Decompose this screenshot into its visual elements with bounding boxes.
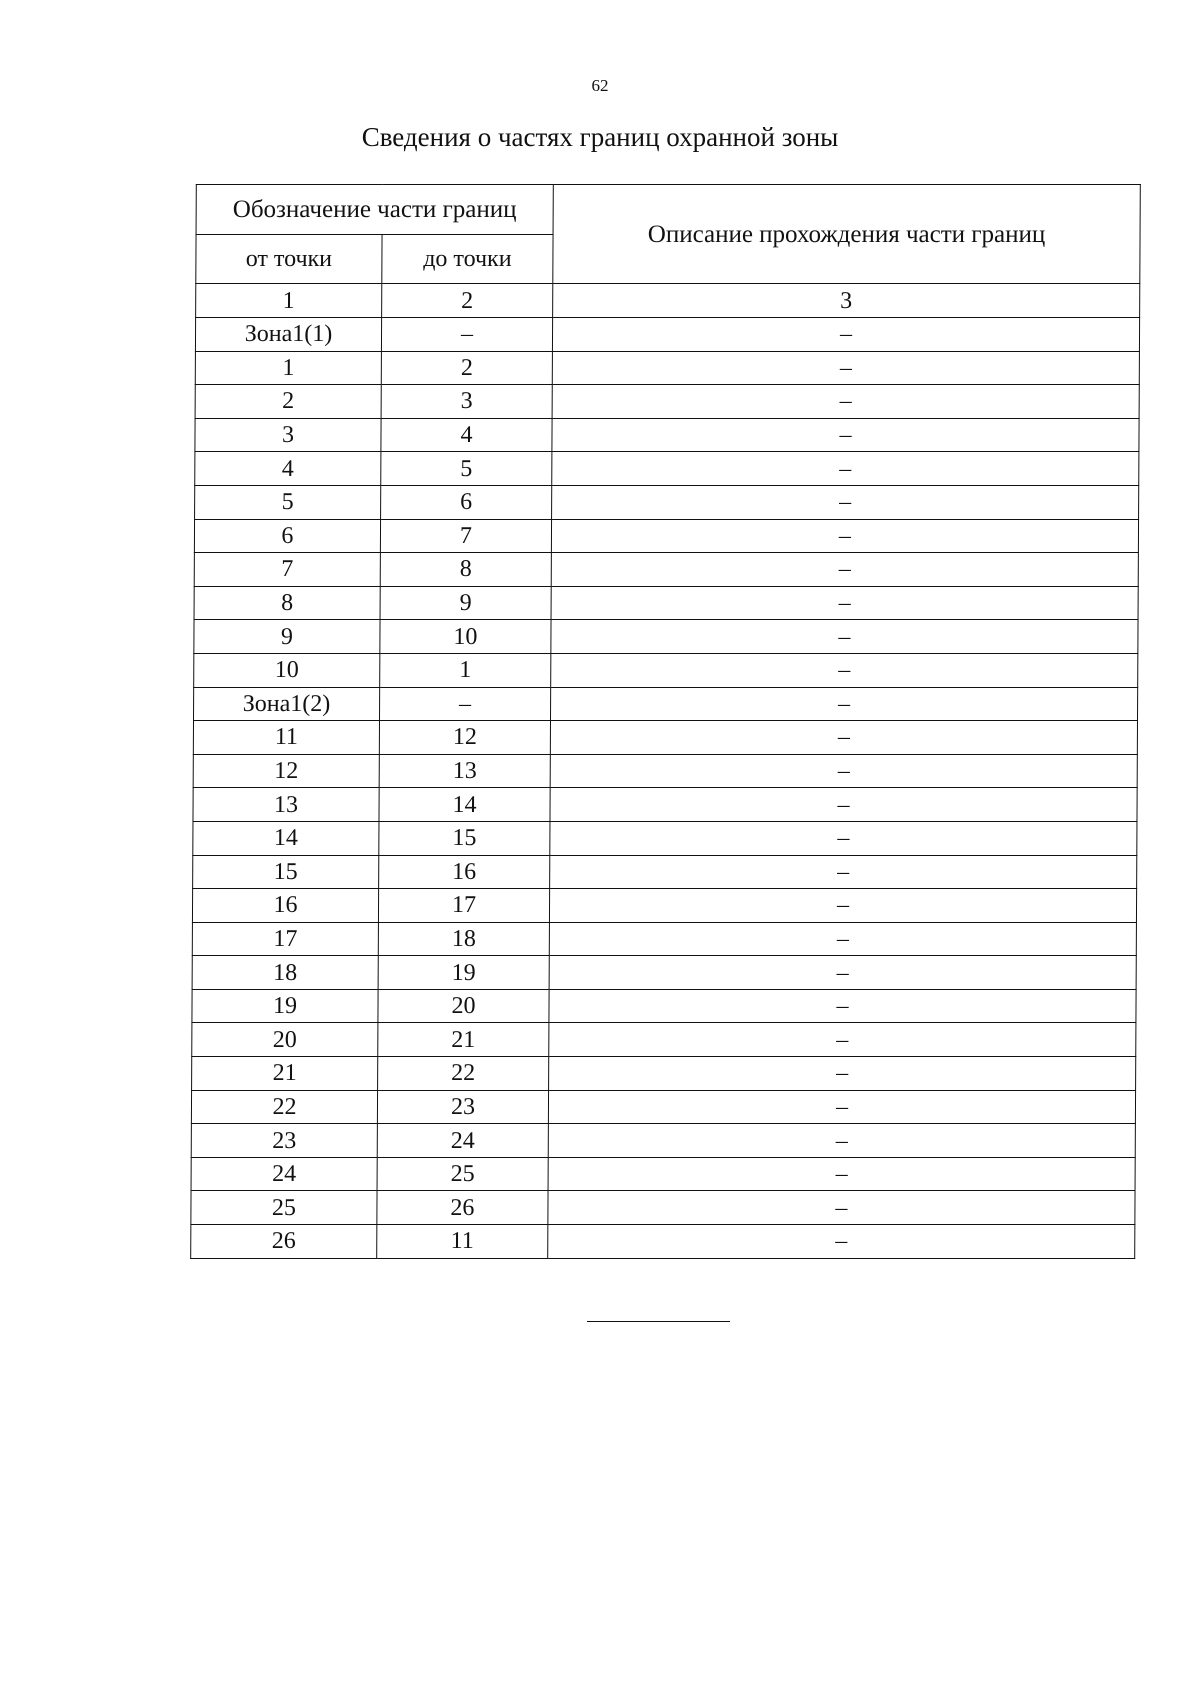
to-point-cell: 12: [379, 721, 550, 755]
from-point-cell: 10: [194, 653, 380, 687]
to-point-cell: 5: [381, 452, 552, 486]
from-point-cell: 13: [193, 788, 379, 822]
to-point-cell: 13: [379, 754, 550, 788]
table-row: [193, 821, 1137, 855]
description-cell: –: [552, 452, 1139, 486]
header-to-point: до точки: [382, 235, 553, 284]
from-point-cell: 23: [191, 1124, 377, 1158]
table-row: [193, 855, 1137, 889]
to-point-cell: 16: [379, 855, 550, 889]
header-row-top: [196, 185, 1140, 235]
to-point-cell: 25: [377, 1157, 548, 1191]
from-point-cell: 2: [195, 385, 381, 419]
to-point-cell: 14: [379, 788, 550, 822]
description-cell: –: [548, 1191, 1135, 1225]
description-cell: –: [549, 1057, 1136, 1091]
table-row: [195, 351, 1139, 385]
table-row: [192, 956, 1136, 990]
table-row: [192, 922, 1136, 956]
description-cell: –: [549, 989, 1136, 1023]
to-point-cell: –: [381, 318, 552, 352]
table-row: [192, 1023, 1136, 1057]
from-point-cell: 3: [195, 418, 381, 452]
table-row: [195, 318, 1139, 352]
to-point-cell: 10: [380, 620, 551, 654]
to-point-cell: 21: [378, 1023, 549, 1057]
from-point-cell: 6: [194, 519, 380, 553]
description-cell: –: [552, 318, 1139, 352]
table-row: [195, 452, 1139, 486]
end-of-document-separator: [587, 1321, 730, 1322]
table-row: [194, 620, 1138, 654]
description-cell: –: [548, 1225, 1135, 1259]
to-point-cell: 11: [377, 1225, 548, 1259]
column-number-cell: 3: [553, 284, 1140, 318]
description-cell: –: [548, 1157, 1135, 1191]
from-point-cell: 11: [193, 721, 379, 755]
description-cell: –: [548, 1124, 1135, 1158]
table-row: [193, 754, 1137, 788]
table-row: [192, 889, 1136, 923]
boundary-parts-table: [190, 184, 1141, 1259]
table-row: [191, 1124, 1135, 1158]
document-title: Сведения о частях границ охранной зоны: [361, 122, 839, 152]
description-cell: –: [550, 855, 1137, 889]
description-cell: –: [549, 889, 1136, 923]
from-point-cell: 25: [191, 1191, 377, 1225]
column-number-cell: 1: [196, 284, 382, 318]
description-cell: –: [549, 956, 1136, 990]
to-point-cell: 22: [378, 1057, 549, 1091]
from-point-cell: Зона1(1): [195, 318, 381, 352]
description-cell: –: [551, 620, 1138, 654]
to-point-cell: 26: [377, 1191, 548, 1225]
from-point-cell: 5: [195, 485, 381, 519]
table-row: [194, 653, 1138, 687]
to-point-cell: 3: [381, 385, 552, 419]
to-point-cell: 6: [381, 485, 552, 519]
description-cell: –: [551, 519, 1138, 553]
to-point-cell: 17: [378, 889, 549, 923]
description-cell: –: [551, 653, 1138, 687]
table-row: [195, 385, 1139, 419]
from-point-cell: Зона1(2): [194, 687, 380, 721]
to-point-cell: 9: [380, 586, 551, 620]
header-from-point: от точки: [196, 235, 382, 284]
to-point-cell: 15: [379, 821, 550, 855]
to-point-cell: 4: [381, 418, 552, 452]
description-cell: –: [552, 485, 1139, 519]
page-number: 62: [591, 76, 609, 95]
from-point-cell: 16: [192, 889, 378, 923]
table-row: [194, 687, 1138, 721]
from-point-cell: 19: [192, 989, 378, 1023]
description-cell: –: [552, 351, 1139, 385]
from-point-cell: 4: [195, 452, 381, 486]
column-number-row: [196, 284, 1140, 318]
table-body: [191, 284, 1140, 1259]
table-row: [192, 989, 1136, 1023]
from-point-cell: 18: [192, 956, 378, 990]
description-cell: –: [550, 754, 1137, 788]
table-row: [193, 788, 1137, 822]
description-cell: –: [551, 586, 1138, 620]
from-point-cell: 24: [191, 1157, 377, 1191]
to-point-cell: 24: [377, 1124, 548, 1158]
description-cell: –: [549, 1023, 1136, 1057]
description-cell: –: [548, 1090, 1135, 1124]
table-row: [194, 553, 1138, 587]
from-point-cell: 26: [191, 1225, 377, 1259]
from-point-cell: 20: [192, 1023, 378, 1057]
description-cell: –: [552, 418, 1139, 452]
to-point-cell: 23: [377, 1090, 548, 1124]
description-cell: –: [550, 788, 1137, 822]
table-row: [191, 1157, 1135, 1191]
table-row: [191, 1191, 1135, 1225]
description-cell: –: [552, 385, 1139, 419]
table-row: [193, 721, 1137, 755]
from-point-cell: 1: [195, 351, 381, 385]
description-cell: –: [551, 687, 1138, 721]
description-cell: –: [550, 821, 1137, 855]
from-point-cell: 17: [192, 922, 378, 956]
from-point-cell: 22: [191, 1090, 377, 1124]
table-row: [192, 1057, 1136, 1091]
header-boundary-designation: Обозначение части границ: [196, 185, 553, 235]
header-boundary-description: Описание прохождения части границ: [553, 185, 1141, 284]
to-point-cell: 2: [381, 351, 552, 385]
to-point-cell: 7: [380, 519, 551, 553]
to-point-cell: 19: [378, 956, 549, 990]
to-point-cell: 18: [378, 922, 549, 956]
description-cell: –: [550, 721, 1137, 755]
to-point-cell: 8: [380, 553, 551, 587]
from-point-cell: 8: [194, 586, 380, 620]
to-point-cell: 20: [378, 989, 549, 1023]
table-row: [191, 1225, 1135, 1259]
table-row: [195, 485, 1139, 519]
description-cell: –: [551, 553, 1138, 587]
from-point-cell: 12: [193, 754, 379, 788]
boundary-parts-table-container: [193, 184, 1137, 1259]
description-cell: –: [549, 922, 1136, 956]
from-point-cell: 9: [194, 620, 380, 654]
from-point-cell: 14: [193, 821, 379, 855]
table-row: [195, 418, 1139, 452]
from-point-cell: 7: [194, 553, 380, 587]
to-point-cell: 1: [380, 653, 551, 687]
from-point-cell: 21: [192, 1057, 378, 1091]
table-row: [194, 586, 1138, 620]
from-point-cell: 15: [193, 855, 379, 889]
table-row: [194, 519, 1138, 553]
table-header: [196, 185, 1141, 284]
to-point-cell: –: [380, 687, 551, 721]
table-row: [191, 1090, 1135, 1124]
column-number-cell: 2: [382, 284, 553, 318]
